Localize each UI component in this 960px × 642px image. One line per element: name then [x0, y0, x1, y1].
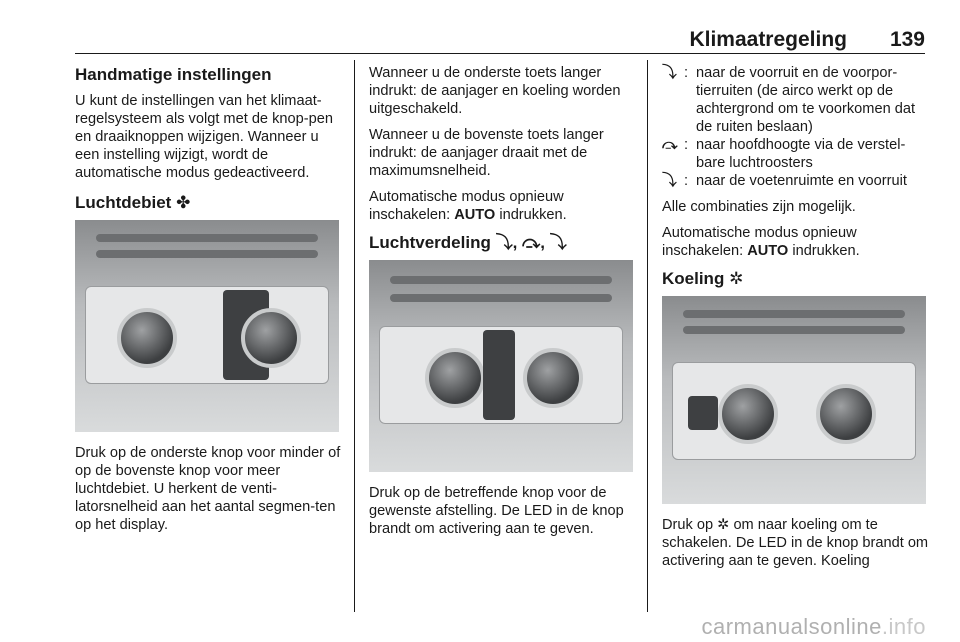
airflow-title: Luchtdebiet	[75, 193, 172, 212]
distribution-icons: ⤵, ⤼, ⤵	[495, 233, 567, 252]
paragraph: Automatische modus opnieuw inschakelen: AUTO indrukken.	[662, 225, 860, 259]
knob-graphic	[718, 384, 778, 444]
column-1	[75, 64, 343, 542]
header-rule	[75, 53, 925, 54]
watermark: carmanualsonline.info	[701, 614, 926, 639]
column-2	[369, 64, 637, 546]
legend-text: naar hoofdhoogte via de verstel-bare luchtroosters	[696, 137, 906, 171]
column-divider	[354, 60, 355, 612]
knob-graphic	[425, 348, 485, 408]
paragraph: Automatische modus opnieuw inschakelen: AUTO indrukken.	[369, 189, 567, 223]
snowflake-icon: ✲	[729, 269, 744, 288]
knob-graphic	[241, 308, 301, 368]
paragraph: Wanneer u de bovenste toets langer indrukt: de aanjager draait met de maximumsnelheid.	[369, 127, 604, 179]
column-divider	[647, 60, 648, 612]
legend-text: naar de voorruit en de voorpor-tierruiten (de airco werkt op de achtergrond om te voorkomen dat de ruiten beslaan)	[696, 65, 916, 135]
page-header	[75, 28, 925, 52]
legend-item: ⤼ : naar hoofdhoogte via de verstel-bare luchtroosters	[662, 136, 930, 172]
caption-paragraph: Druk op ✲ om naar koeling om te schakelen. De LED in de knop brandt om activering aan te geven. Koeling	[662, 517, 929, 569]
legend-item: ⤵ : naar de voorruit en de voorpor-tierruiten (de airco werkt op de achtergrond om te voorkomen dat de ruiten beslaan)	[662, 64, 930, 136]
highlight-graphic	[688, 396, 718, 430]
control-panel-photo	[75, 220, 339, 432]
vent-graphic	[683, 326, 905, 334]
knob-graphic	[523, 348, 583, 408]
paragraph: Wanneer u de onderste toets langer indrukt: de aanjager en koeling worden uitgeschakeld.	[369, 65, 621, 117]
page-number: 139	[889, 28, 925, 51]
knob-graphic	[816, 384, 876, 444]
caption-paragraph: Druk op de betreffende knop voor de gewenste afstelling. De LED in de knop brandt om activering aan te geven.	[369, 485, 624, 537]
vent-graphic	[390, 294, 612, 302]
caption-paragraph: Druk op de onderste knop voor minder of op de bovenste knop voor meer luchtdebiet. U herkent de venti-latorsnelheid aan het aantal segmen-ten op het display.	[75, 445, 341, 533]
distribution-title: Luchtverdeling	[369, 233, 491, 252]
cooling-heading	[662, 268, 930, 290]
control-panel-photo	[662, 296, 926, 504]
legend-item: ⤵ : naar de voetenruimte en voorruit	[662, 172, 930, 190]
vent-graphic	[96, 234, 318, 242]
distribution-heading	[369, 232, 637, 254]
snowflake-icon: ✲	[717, 517, 730, 533]
highlight-graphic	[483, 330, 515, 420]
head-level-icon: ⤼	[662, 137, 678, 153]
column-3	[662, 64, 930, 578]
vent-graphic	[390, 276, 612, 284]
fan-icon: ✤	[176, 193, 191, 212]
windscreen-icon: ⤵	[662, 65, 677, 81]
legend-text: naar de voetenruimte en voorruit	[696, 173, 907, 189]
vent-graphic	[96, 250, 318, 258]
control-panel-photo	[369, 260, 633, 472]
knob-graphic	[117, 308, 177, 368]
distribution-legend	[662, 64, 930, 190]
auto-label: AUTO	[454, 207, 496, 223]
airflow-heading	[75, 192, 343, 214]
intro-paragraph: U kunt de instellingen van het klimaat-regelsysteem als volgt met de knop-pen en draaiknoppen wijzigen. Wanneer u een instelling wijzigt, wordt de automatische modus gedeactiveerd.	[75, 93, 333, 181]
chapter-title: Klimaatregeling	[689, 28, 847, 51]
cooling-title: Koeling	[662, 269, 725, 288]
vent-graphic	[683, 310, 905, 318]
paragraph: Alle combinaties zijn mogelijk.	[662, 199, 856, 215]
auto-label: AUTO	[747, 243, 789, 259]
footwell-icon: ⤵	[662, 173, 677, 189]
section-heading: Handmatige instellingen	[75, 65, 272, 84]
